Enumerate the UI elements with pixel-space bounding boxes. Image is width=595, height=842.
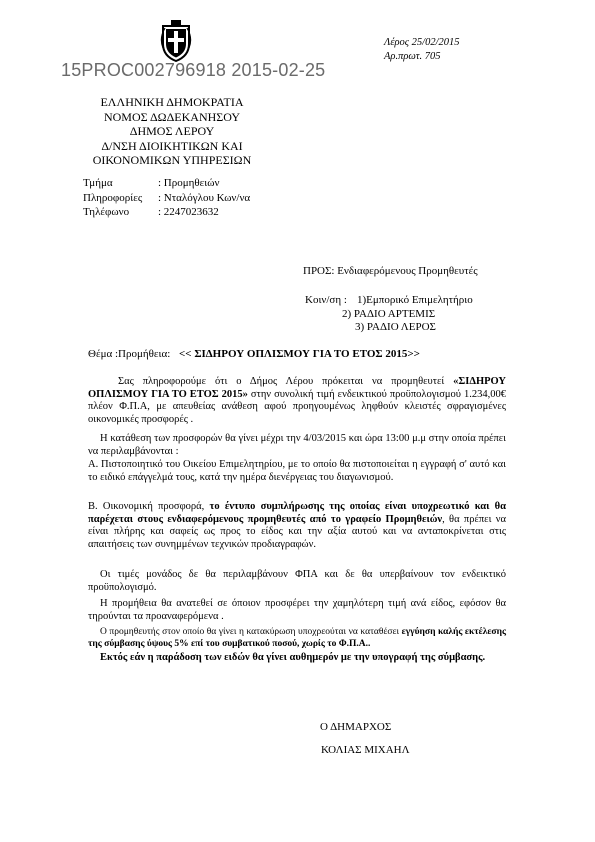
recipients-to: ΠΡΟΣ: Ενδιαφερόμενους Προμηθευτές bbox=[303, 265, 478, 277]
info-value: : Νταλόγλου Κων/να bbox=[158, 191, 251, 204]
paragraph-requirement-a: Α. Πιστοποιητικό του Οικείου Επιμελητηρίου, με το οποίο θα πιστοποιείται η εγγραφή σ' αυτό και το ειδικό επάγγελμά τους, κατά την ημέρα διενέργειας του διαγωνισμού. bbox=[88, 459, 506, 483]
signature-name: ΚΟΛΙΑΣ ΜΙΧΑΗΛ bbox=[321, 744, 410, 756]
document-id-watermark: 15PROC002796918 2015-02-25 bbox=[61, 60, 326, 80]
info-key: Τμήμα bbox=[83, 177, 113, 189]
paragraph-text: στην συνολική τιμή ενδεικτικού προϋπολογισμού 1.234,00€ πλέον Φ.Π.Α, με απευθείας ανάθεση αφού προηγουμένως ληφθούν κλειστές σφραγισμένες οικονομικές προσφορές . bbox=[88, 388, 506, 425]
subject-label: Θέμα :Προμήθεια: bbox=[88, 348, 171, 360]
cc-item: 3) ΡΑΔΙΟ ΛΕΡΟΣ bbox=[355, 321, 436, 333]
info-value: : 2247023632 bbox=[158, 206, 219, 218]
paragraph-award: Η προμήθεια θα ανατεθεί σε όποιον προσφέρει την χαμηλότερη τιμή ανά είδος, εφόσον θα τηρούνται τα προαναφερόμενα . bbox=[88, 598, 506, 622]
subject-text: << ΣΙΔΗΡΟΥ ΟΠΛΙΣΜΟΥ ΓΙΑ ΤΟ ΕΤΟΣ 2015>> bbox=[179, 348, 420, 360]
paragraph-bold: εγγύηση καλής εκτέλεσης της σύμβασης ύψους 5% επί του συμβατικού ποσού, χωρίς το Φ.Π.Α.. bbox=[88, 627, 506, 649]
subject-line bbox=[88, 348, 420, 360]
paragraph-text: Ο προμηθευτής στον οποίο θα γίνει η κατακύρωση υποχρεούται να καταθέσει bbox=[100, 627, 402, 637]
info-key: Τηλέφωνο bbox=[83, 206, 130, 218]
authority-line: Δ/ΝΣΗ ΔΙΟΙΚΗΤΙΚΩΝ ΚΑΙ bbox=[101, 138, 243, 153]
cc-label: Κοιν/ση : bbox=[305, 294, 347, 306]
authority-line: ΟΙΚΟΝΟΜΙΚΩΝ ΥΠΗΡΕΣΙΩΝ bbox=[92, 153, 252, 167]
authority-line: ΔΗΜΟΣ ΛΕΡΟΥ bbox=[129, 124, 215, 138]
cc-item: 1)Εμπορικό Επιμελητήριο bbox=[357, 294, 473, 306]
info-row bbox=[83, 176, 250, 191]
protocol-number: Αρ.πρωτ. 705 bbox=[384, 51, 441, 62]
paragraph-bold: το έντυπο συμπλήρωσης της οποίας είναι υποχρεωτικό και θα παρέχεται στους ενδιαφερόμενους προμηθευτές από το γραφείο Προμηθειών bbox=[88, 501, 506, 525]
paragraph-guarantee bbox=[88, 627, 506, 650]
contact-info bbox=[83, 176, 250, 220]
place-date: Λέρος 25/02/2015 bbox=[384, 37, 460, 48]
paragraph-exception: Εκτός εάν η παράδοση των ειδών θα γίνει αυθημερόν με την υπογραφή της σύμβασης. bbox=[100, 652, 486, 663]
greek-emblem-icon bbox=[159, 18, 193, 62]
paragraph-text: , θα πρέπει να είναι πλήρης και σαφείς ως προς το είδος και την αξία αυτού και να ανταποκρίνεται στις απαιτήσεις των συνημμένων τεχνικών προδιαγραφών. bbox=[88, 513, 506, 550]
paragraph-text: Σας πληροφορούμε ότι ο Δήμος Λέρου πρόκειται να προμηθευτεί bbox=[118, 376, 454, 387]
info-row bbox=[83, 205, 250, 220]
paragraph-deadline: Η κατάθεση των προσφορών θα γίνει μέχρι την 4/03/2015 και ώρα 13:00 μ.μ στην οποία πρέπει να περιλαμβάνονται : bbox=[88, 433, 506, 457]
signature-title: Ο ΔΗΜΑΡΧΟΣ bbox=[320, 721, 392, 733]
paragraph-vat: Οι τιμές μονάδος δε θα περιλαμβάνουν ΦΠΑ και δε θα υπερβαίνουν τον ενδεικτικό προϋπολογισμό. bbox=[88, 569, 506, 593]
paragraph-bold: «ΣΙΔΗΡΟΥ ΟΠΛΙΣΜΟΥ ΓΙΑ ΤΟ ΕΤΟΣ 2015» bbox=[88, 376, 506, 400]
paragraph-text: Β. Οικονομική προσφορά, bbox=[88, 501, 210, 512]
authority-header bbox=[72, 95, 272, 168]
authority-line: ΝΟΜΟΣ ΔΩΔΕΚΑΝΗΣΟΥ bbox=[103, 109, 241, 124]
cc-item: 2) ΡΑΔΙΟ ΑΡΤΕΜΙΣ bbox=[342, 308, 436, 320]
info-row bbox=[83, 191, 250, 206]
authority-line: ΕΛΛΗΝΙΚΗ ΔΗΜΟΚΡΑΤΙΑ bbox=[100, 95, 244, 109]
paragraph-intro bbox=[88, 376, 506, 426]
info-value: : Προμηθειών bbox=[158, 177, 220, 189]
info-key: Πληροφορίες bbox=[83, 191, 143, 204]
paragraph-requirement-b bbox=[88, 501, 506, 551]
